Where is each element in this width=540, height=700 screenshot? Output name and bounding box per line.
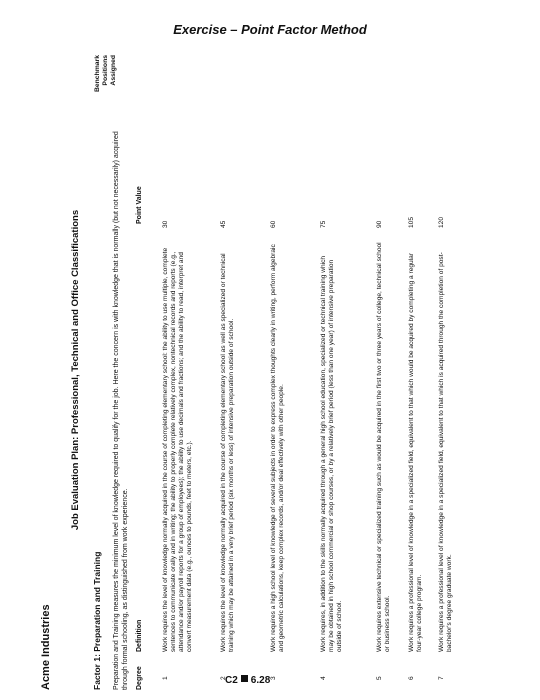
degree-number: 7 bbox=[438, 676, 445, 680]
degree-definition: Work requires a professional level of knowledge in a specialized field, equivalent to that which would be acquired by completing a regular four-year college program. bbox=[408, 252, 423, 652]
footer-page-number: 6.28 bbox=[250, 675, 271, 686]
degree-definition: Work requires the level of knowledge normally acquired in the course of completing elementary school as well as specialized or technical training which may be attained in a very brief period (six months or less) of intensive preparation outside of school. bbox=[220, 253, 235, 652]
degree-number: 3 bbox=[270, 676, 277, 680]
degree-number: 2 bbox=[220, 676, 227, 680]
point-value: 75 bbox=[320, 220, 327, 228]
degree-definition: Work requires extensive technical or specialized training such as would be acquired in the first two or three years of college, technical school or business school. bbox=[376, 242, 391, 652]
point-value: 105 bbox=[408, 216, 415, 228]
factor-title: Factor 1: Preparation and Training bbox=[92, 551, 102, 690]
company-name: Acme Industries bbox=[40, 604, 52, 690]
square-bullet-icon bbox=[241, 675, 248, 682]
rotated-document-page bbox=[40, 50, 510, 690]
benchmark-header bbox=[94, 55, 118, 115]
degree-definition: Work requires the level of knowledge normally acquired in the course of completing elementary school: the ability to use multiple, complete sentences to communicate orally and in writing; the ability to properly complete relatively complex, nontechnical records and reports (e.g., attendance and/or payroll reports for a group of employees); the ability to use decimals and fractions; and the ability to read, interpret and convert measurement data (e.g., ounces to pounds, feet to meters, etc.). bbox=[162, 247, 193, 652]
point-value: 45 bbox=[220, 220, 227, 228]
degree-definition: Work requires a professional level of knowledge in a specialized field, equivalent to that which is acquired through the completion of post-bachelor's degree graduate work. bbox=[438, 252, 453, 652]
benchmark-header-line: Benchmark bbox=[94, 55, 101, 93]
factor-description: Preparation and Training measures the minimum level of knowledge required to qualify for the job. Here the concern is with knowledge that is normally (but not necessarily) acquired through formal schooling, as distinguished from work experience. bbox=[113, 131, 129, 690]
page-footer bbox=[225, 675, 270, 686]
point-value: 90 bbox=[376, 220, 383, 228]
degree-definition: Work requires a high school level of knowledge of several subjects in order to express complex thoughts clearly in writing, perform algebraic and geometric calculations, keep complex records, and/or deal effectively with other people. bbox=[270, 244, 285, 652]
degree-number: 1 bbox=[162, 676, 169, 680]
plan-title: Job Evaluation Plan: Professional, Technical and Office Classifications bbox=[70, 209, 81, 531]
degree-number: 5 bbox=[376, 676, 383, 680]
benchmark-header-line: Assigned bbox=[110, 55, 117, 86]
footer-chapter: C2 bbox=[225, 675, 238, 686]
benchmark-header-line: Positions bbox=[102, 55, 109, 86]
point-value: 30 bbox=[162, 220, 169, 228]
column-header-definition: Definition bbox=[136, 619, 143, 652]
exercise-title: Exercise – Point Factor Method bbox=[173, 22, 367, 37]
degree-number: 4 bbox=[320, 676, 327, 680]
column-header-degree: Degree bbox=[136, 666, 143, 690]
point-value: 60 bbox=[270, 220, 277, 228]
degree-number: 6 bbox=[408, 676, 415, 680]
column-header-point-value: Point Value bbox=[136, 186, 143, 224]
degree-definition: Work requires, in addition to the skills normally acquired through a general high school education, specialized or technical training which may be obtained in high school commercial or shop courses, or by a relatively brief period (less than one year) of intensive preparation outside of school. bbox=[320, 255, 343, 652]
point-value: 120 bbox=[438, 216, 445, 228]
